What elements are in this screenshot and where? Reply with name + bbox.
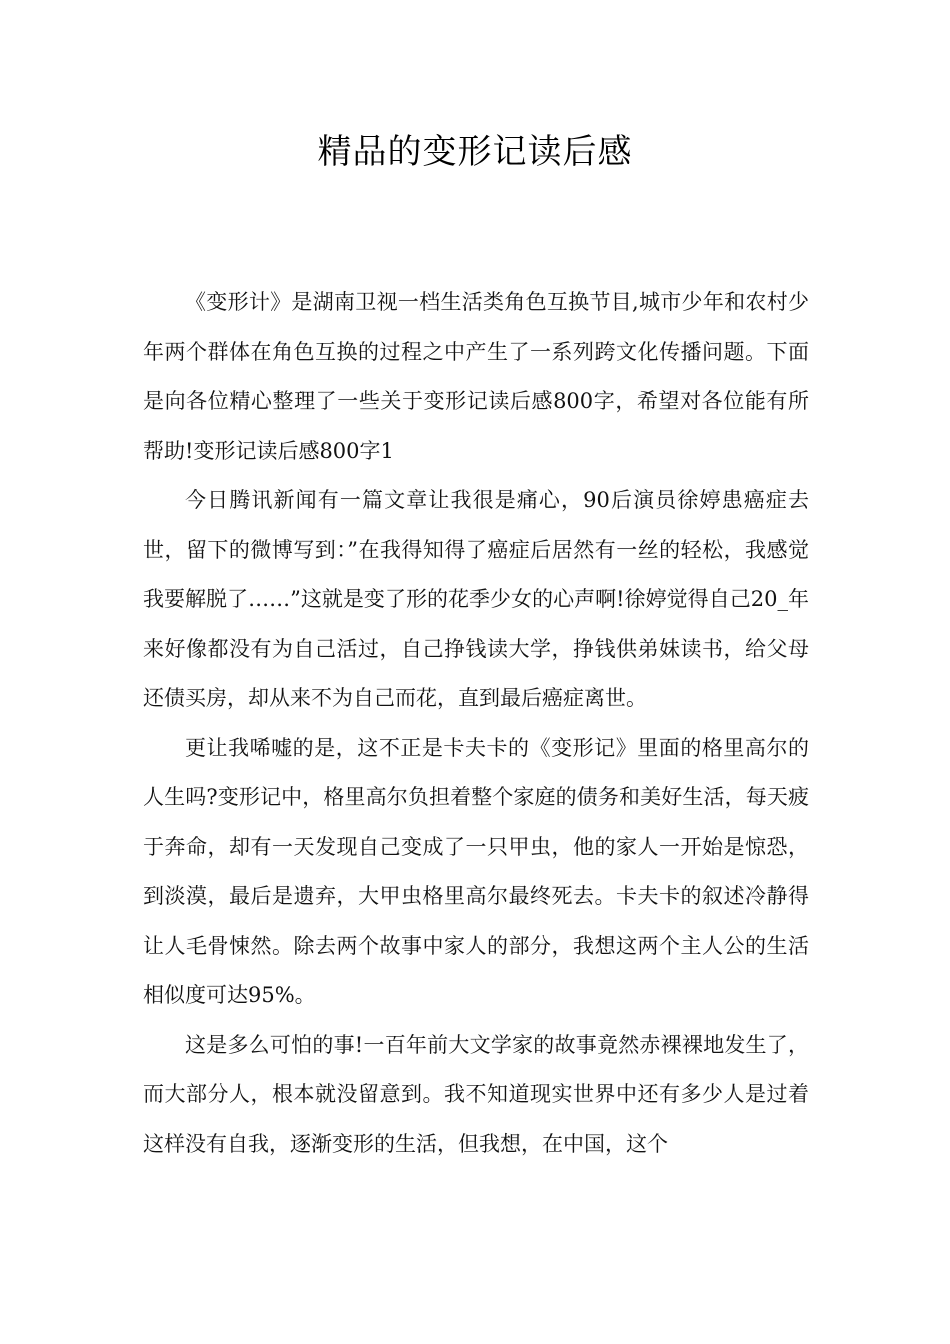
paragraph: 今日腾讯新闻有一篇文章让我很是痛心，90后演员徐婷患癌症去世，留下的微博写到：”在我得知得了癌症后居然有一丝的轻松，我感觉我要解脱了……”这就是变了形的花季少女的心声啊!徐婷觉得自己20_年来好像都没有为自己活过，自己挣钱读大学，挣钱供弟妹读书，给父母还债买房，却从来不为自己而花，直到最后癌症离世。 xyxy=(143,488,809,710)
paragraph: 这是多么可怕的事!一百年前大文学家的故事竟然赤裸裸地发生了，而大部分人，根本就没留意到。我不知道现实世界中还有多少人是过着这样没有自我，逐渐变形的生活，但我想，在中国，这个 xyxy=(143,1032,809,1156)
document-title: 精品的变形记读后感 xyxy=(317,132,633,172)
document-body xyxy=(143,278,809,1169)
paragraph: 更让我唏嘘的是，这不正是卡夫卡的《变形记》里面的格里高尔的人生吗?变形记中，格里高尔负担着整个家庭的债务和美好生活，每天疲于奔命，却有一天发现自己变成了一只甲虫，他的家人一开始是惊恐，到淡漠，最后是遗弃，大甲虫格里高尔最终死去。卡夫卡的叙述冷静得让人毛骨悚然。除去两个故事中家人的部分，我想这两个主人公的生活相似度可达95%。 xyxy=(143,735,809,1007)
paragraph: 《变形计》是湖南卫视一档生活类角色互换节目,城市少年和农村少年两个群体在角色互换的过程之中产生了一系列跨文化传播问题。下面是向各位精心整理了一些关于变形记读后感800字，希望对各位能有所帮助!变形记读后感800字1 xyxy=(143,290,809,463)
